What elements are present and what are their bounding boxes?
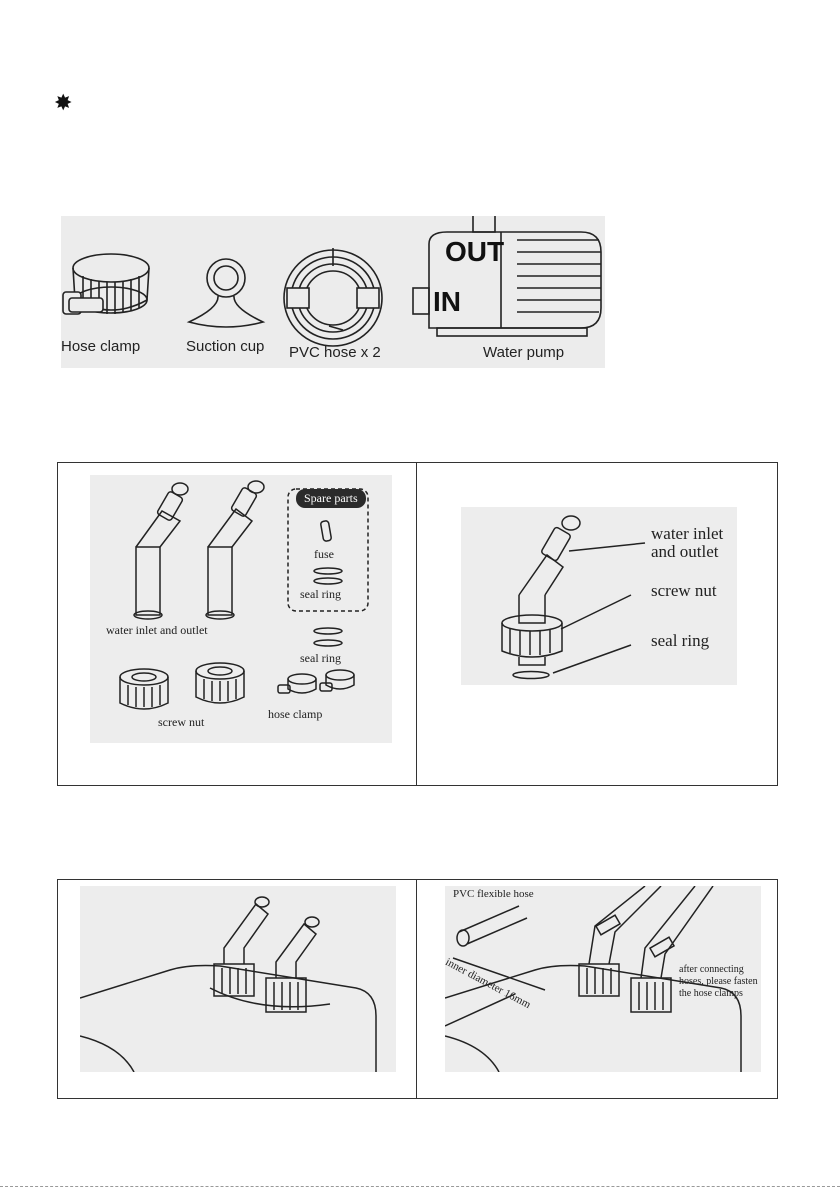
leader-line: [561, 595, 631, 629]
water-inlet-outlet-label: water inlet and outlet: [106, 623, 208, 637]
installed-panel: [80, 886, 396, 1072]
figure-hose-connection: [416, 879, 778, 1099]
caption-water-pump: Water pump: [483, 344, 565, 361]
outlet-pipe-icon: [206, 481, 264, 619]
spare-parts-title: Spare parts: [296, 489, 366, 508]
parts-overview-illustration: [61, 216, 605, 368]
page-bottom-divider: [0, 1186, 840, 1187]
pvc-hose-icon: [459, 906, 519, 932]
hose-clamp-icon: [63, 254, 149, 314]
hose-clamp-label: hose clamp: [268, 707, 323, 721]
inlet-pipe-icon: [134, 483, 188, 619]
leader-line: [553, 645, 631, 673]
pvc-hose-label: PVC flexible hose: [453, 888, 534, 900]
figure-installed-connectors: [57, 879, 417, 1099]
spare-seal-ring-label: seal ring: [300, 587, 341, 601]
accessories-panel: [90, 475, 392, 743]
hose-clamp-small-icon: [278, 670, 354, 693]
pvc-hose-coil-icon: [284, 248, 382, 346]
hose-left-icon: [579, 886, 661, 996]
connector-right-icon: [266, 917, 319, 1012]
connector-left-icon: [214, 897, 269, 996]
inner-diameter-label: inner diameter 16mm: [443, 956, 533, 1012]
screw-nut-icon: [120, 669, 168, 709]
caption-suction-cup: Suction cup: [186, 338, 265, 355]
leader-line: [569, 543, 645, 551]
fasten-note-line3: the hose clamps: [679, 988, 743, 999]
screw-nut-label: screw nut: [158, 715, 205, 729]
water-inlet-label-line2: and outlet: [651, 542, 719, 561]
filter-lid-outline: [80, 966, 376, 1073]
water-inlet-label-line1: water inlet: [651, 524, 724, 543]
assembly-seal-ring-icon: [513, 672, 549, 679]
fuse-icon: [320, 520, 331, 541]
pump-out-label: OUT: [445, 236, 505, 267]
spare-seal-ring-icon: [314, 568, 342, 574]
caption-hose-clamp: Hose clamp: [61, 338, 141, 355]
fasten-note-line2: hoses, please fasten: [679, 976, 758, 987]
assembly-panel: [461, 507, 737, 685]
suction-cup-icon: [189, 259, 263, 327]
pump-in-label: IN: [433, 286, 461, 317]
installed-drawing: [80, 886, 396, 1072]
star-bullet-icon: ✸: [54, 90, 73, 115]
seal-ring-label: seal ring: [300, 651, 341, 665]
accessories-drawing: [90, 475, 392, 743]
figure-accessories: [57, 462, 417, 786]
water-pump-icon: [413, 216, 601, 336]
seal-ring-icon: [314, 628, 342, 634]
screw-nut-assembly-label: screw nut: [651, 581, 717, 600]
fuse-label: fuse: [314, 547, 334, 561]
assembled-pipe-icon: [502, 516, 580, 665]
screw-nut-icon-2: [196, 663, 244, 703]
fasten-note-line1: after connecting: [679, 964, 744, 975]
seal-ring-assembly-label: seal ring: [651, 631, 710, 650]
hose-connection-panel: [445, 886, 761, 1072]
caption-pvc-hose: PVC hose x 2: [289, 344, 381, 361]
figure-assembly: [416, 462, 778, 786]
